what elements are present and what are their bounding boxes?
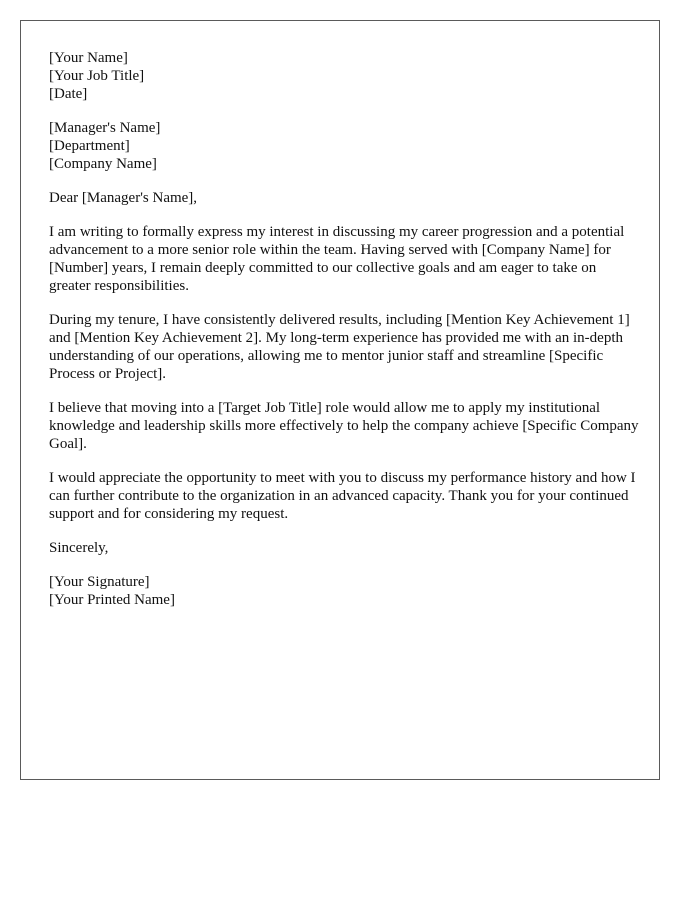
- recipient-department: [Department]: [49, 138, 130, 154]
- sender-name: [Your Name]: [49, 50, 128, 66]
- recipient-name: [Manager's Name]: [49, 120, 161, 136]
- closing: Sincerely,: [49, 540, 109, 556]
- letter-date: [Date]: [49, 86, 88, 102]
- letter-page: [20, 20, 660, 780]
- recipient-block: [49, 119, 639, 173]
- signature-line: [Your Signature]: [49, 574, 150, 590]
- letter-content: [49, 49, 639, 625]
- body-paragraph-2: During my tenure, I have consistently delivered results, including [Mention Key Achievement 1] and [Mention Key Achievement 2]. My long-term experience has provided me with an in-depth understanding of our operations, allowing me to mentor junior staff and streamline [Specific Process or Project].: [49, 312, 630, 382]
- printed-name: [Your Printed Name]: [49, 592, 175, 608]
- body-paragraph-3: I believe that moving into a [Target Job Title] role would allow me to apply my institutional knowledge and leadership skills more effectively to help the company achieve [Specific Company Goal].: [49, 400, 639, 452]
- signature-block: [49, 573, 639, 609]
- sender-job-title: [Your Job Title]: [49, 68, 145, 84]
- recipient-company: [Company Name]: [49, 156, 157, 172]
- body-paragraph-4: I would appreciate the opportunity to meet with you to discuss my performance history and how I can further contribute to the organization in an advanced capacity. Thank you for your continued support and for considering my request.: [49, 470, 636, 522]
- sender-block: [49, 49, 639, 103]
- body-paragraph-1: I am writing to formally express my interest in discussing my career progression and a potential advancement to a more senior role within the team. Having served with [Company Name] for [Number] years, I remain deeply committed to our collective goals and am eager to take on greater responsibilities.: [49, 224, 625, 294]
- salutation: Dear [Manager's Name],: [49, 190, 198, 206]
